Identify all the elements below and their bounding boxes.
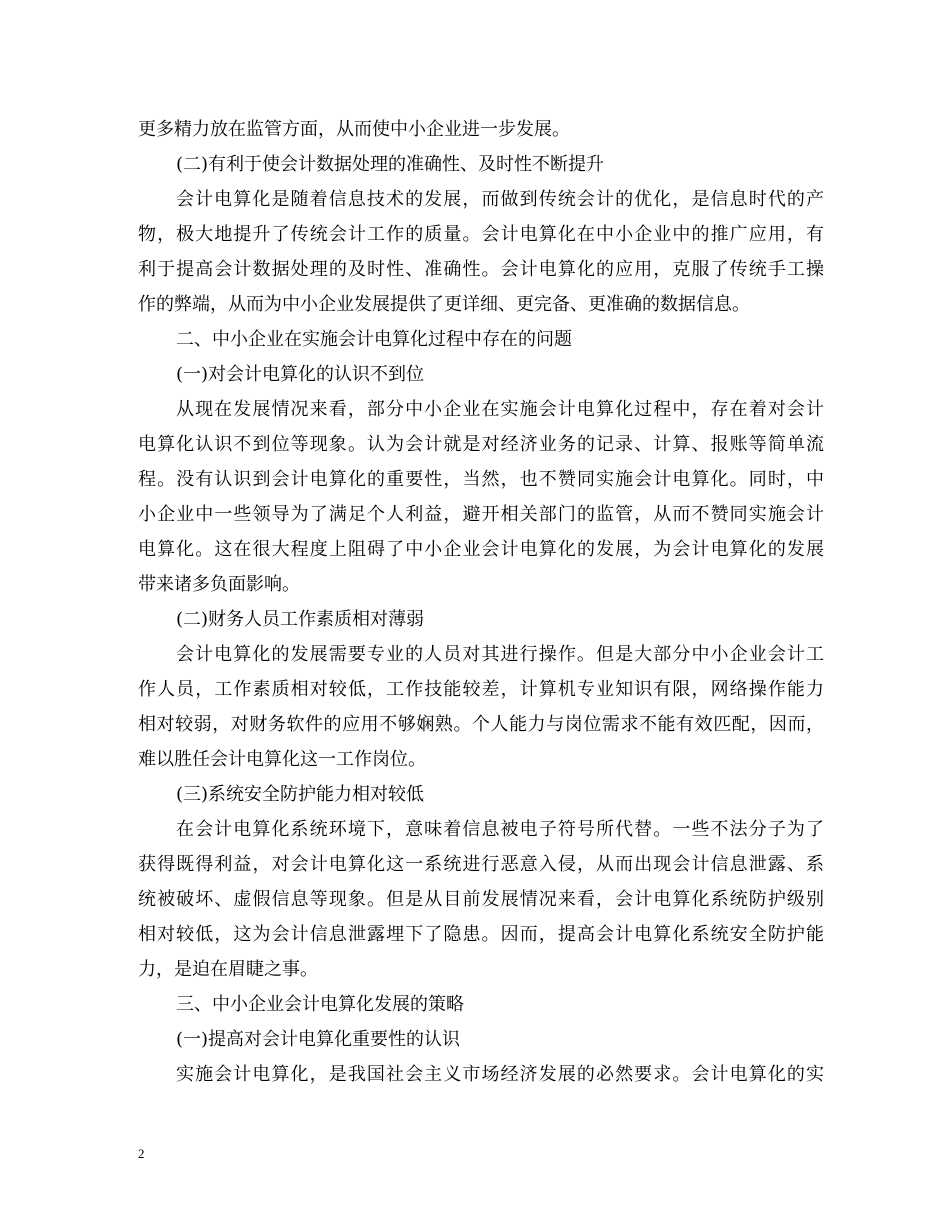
text-line: 实施会计电算化，是我国社会主义市场经济发展的必然要求。会计电算化的实 bbox=[176, 1064, 824, 1085]
text-line: 电算化认识不到位等现象。认为会计就是对经济业务的记录、计算、报账等简单流 bbox=[138, 434, 824, 455]
text-line: 会计电算化是随着信息技术的发展，而做到传统会计的优化，是信息时代的产 bbox=[176, 189, 824, 210]
text-line: 二、中小企业在实施会计电算化过程中存在的问题 bbox=[176, 329, 572, 350]
text-line: (二)有利于使会计数据处理的准确性、及时性不断提升 bbox=[176, 154, 605, 175]
text-line: (三)系统安全防护能力相对较低 bbox=[176, 784, 425, 805]
text-line: 作的弊端，从而为中小企业发展提供了更详细、更完备、更准确的数据信息。 bbox=[138, 294, 750, 315]
text-line: (二)财务人员工作素质相对薄弱 bbox=[176, 609, 425, 630]
text-line: 获得既得利益，对会计电算化这一系统进行恶意入侵，从而出现会计信息泄露、系 bbox=[138, 854, 824, 875]
text-line: 作人员，工作素质相对较低，工作技能较差，计算机专业知识有限，网络操作能力 bbox=[138, 679, 824, 700]
text-line: 更多精力放在监管方面，从而使中小企业进一步发展。 bbox=[138, 119, 570, 140]
text-line: 从现在发展情况来看，部分中小企业在实施会计电算化过程中，存在着对会计 bbox=[176, 399, 824, 420]
text-line: 带来诸多负面影响。 bbox=[138, 574, 300, 595]
page-number: 2 bbox=[138, 1146, 145, 1161]
text-line: 相对较弱，对财务软件的应用不够娴熟。个人能力与岗位需求不能有效匹配，因而， bbox=[138, 714, 824, 735]
text-line: 力，是迫在眉睫之事。 bbox=[138, 959, 318, 980]
text-line: 小企业中一些领导为了满足个人利益，避开相关部门的监管，从而不赞同实施会计 bbox=[138, 504, 824, 525]
text-line: 电算化。这在很大程度上阻碍了中小企业会计电算化的发展，为会计电算化的发展 bbox=[138, 539, 824, 560]
text-line: (一)对会计电算化的认识不到位 bbox=[176, 364, 425, 385]
text-line: 物，极大地提升了传统会计工作的质量。会计电算化在中小企业中的推广应用，有 bbox=[138, 224, 824, 245]
text-line: 难以胜任会计电算化这一工作岗位。 bbox=[138, 749, 426, 770]
text-line: 在会计电算化系统环境下，意味着信息被电子符号所代替。一些不法分子为了 bbox=[176, 819, 824, 840]
text-line: 三、中小企业会计电算化发展的策略 bbox=[176, 994, 464, 1015]
text-line: 相对较低，这为会计信息泄露埋下了隐患。因而，提高会计电算化系统安全防护能 bbox=[138, 924, 824, 945]
text-line: 程。没有认识到会计电算化的重要性，当然，也不赞同实施会计电算化。同时，中 bbox=[138, 469, 824, 490]
text-line: 会计电算化的发展需要专业的人员对其进行操作。但是大部分中小企业会计工 bbox=[176, 644, 824, 665]
text-line: (一)提高对会计电算化重要性的认识 bbox=[176, 1029, 461, 1050]
text-line: 利于提高会计数据处理的及时性、准确性。会计电算化的应用，克服了传统手工操 bbox=[138, 259, 824, 280]
text-line: 统被破坏、虚假信息等现象。但是从目前发展情况来看，会计电算化系统防护级别 bbox=[138, 889, 824, 910]
document-body bbox=[138, 112, 824, 1092]
